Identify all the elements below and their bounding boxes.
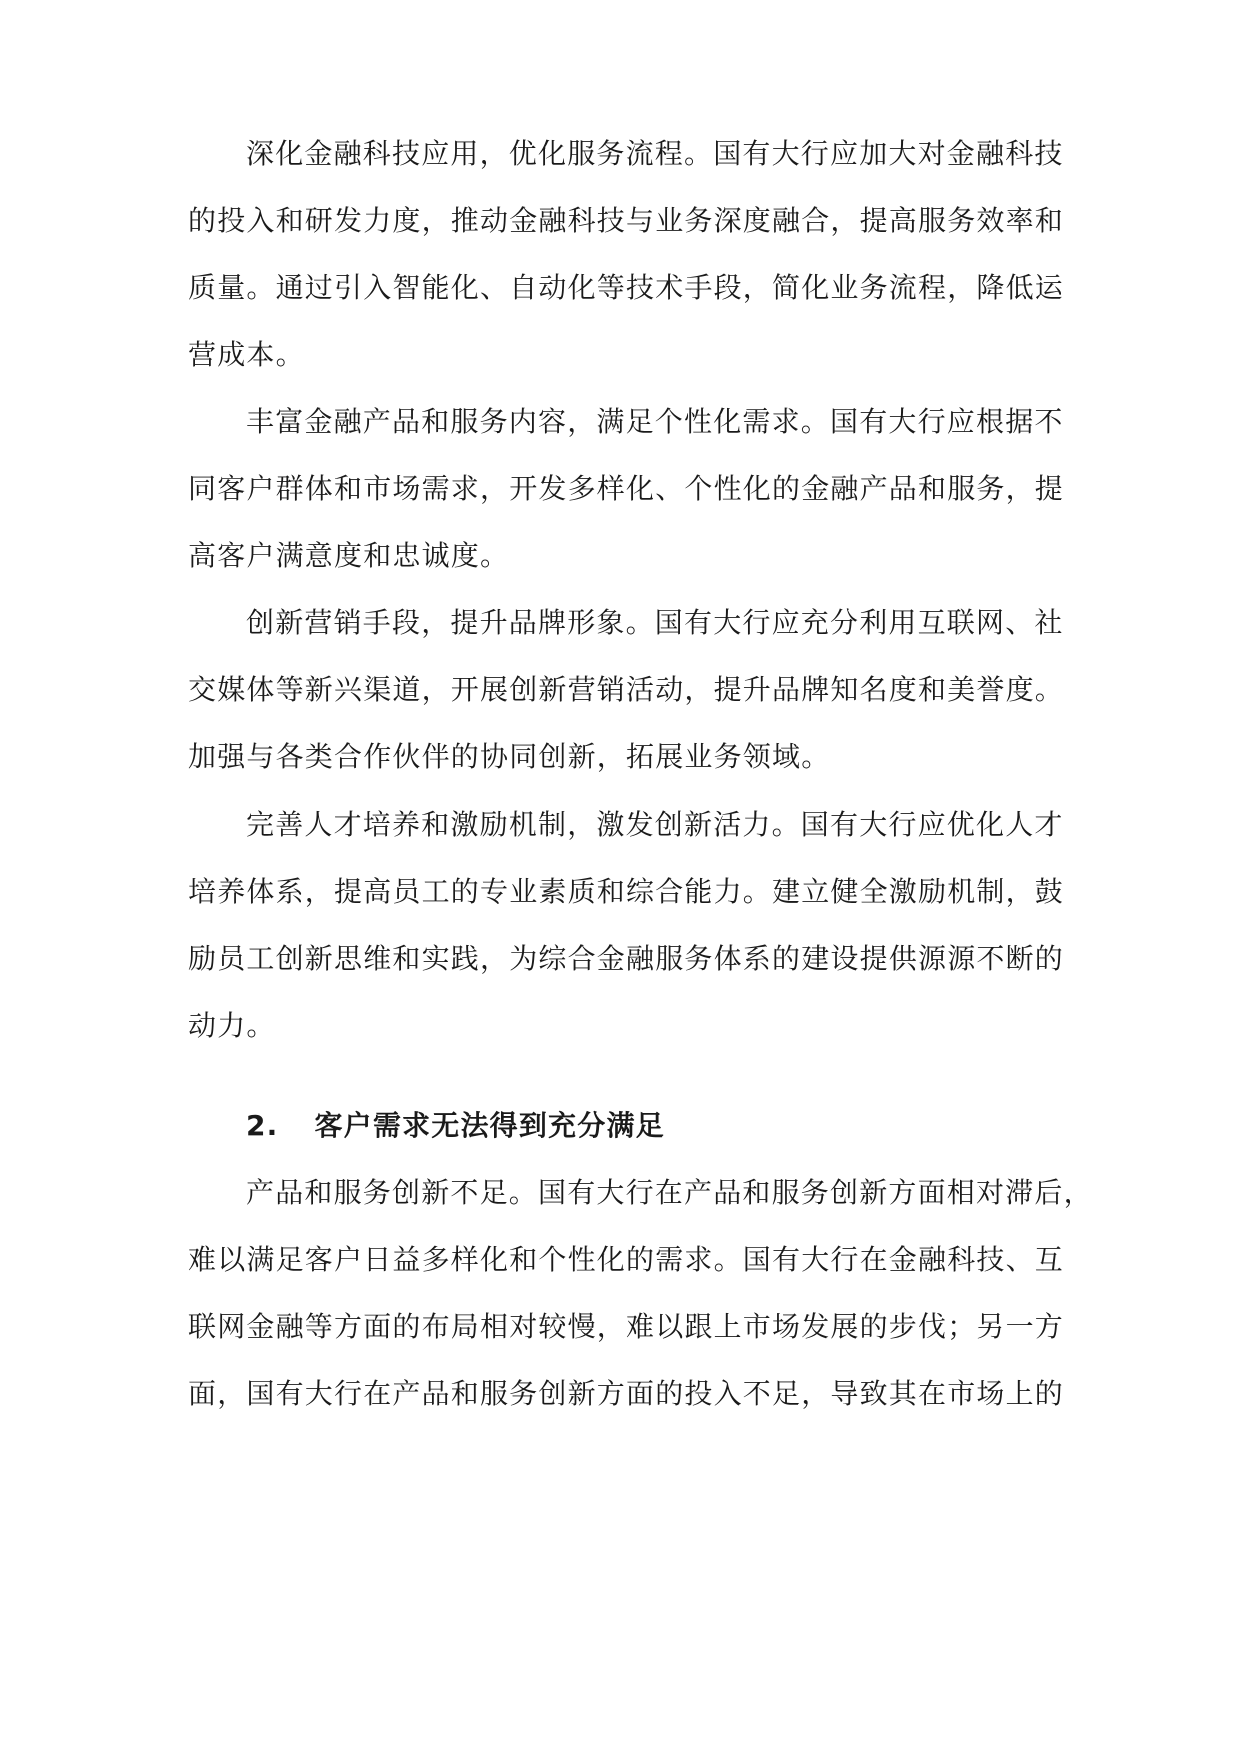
paragraph-2-line-1: 丰富金融产品和服务内容，满足个性化需求。国有大行应根据不: [246, 405, 1064, 438]
paragraph-4-line-3: 励员工创新思维和实践，为综合金融服务体系的建设提供源源不断的: [188, 942, 1065, 975]
paragraph-5-line-2: 难以满足客户日益多样化和个性化的需求。国有大行在金融科技、互: [188, 1243, 1065, 1276]
paragraph-5-line-1: 产品和服务创新不足。国有大行在产品和服务创新方面相对滞后，: [246, 1176, 1093, 1209]
paragraph-2-line-2: 同客户群体和市场需求，开发多样化、个性化的金融产品和服务，提: [188, 472, 1065, 505]
paragraph-4-line-2: 培养体系，提高员工的专业素质和综合能力。建立健全激励机制，鼓: [188, 875, 1065, 908]
paragraph-3-line-1: 创新营销手段，提升品牌形象。国有大行应充分利用互联网、社: [246, 606, 1064, 639]
paragraph-3-line-2: 交媒体等新兴渠道，开展创新营销活动，提升品牌知名度和美誉度。: [188, 673, 1065, 706]
paragraph-2-line-3: 高客户满意度和忠诚度。: [188, 539, 510, 572]
paragraph-1-line-4: 营成本。: [188, 338, 305, 371]
section-heading-title: 客户需求无法得到充分满足: [314, 1109, 665, 1142]
section-heading-number: 2.: [246, 1109, 279, 1142]
paragraph-1-line-3: 质量。通过引入智能化、自动化等技术手段，简化业务流程，降低运: [188, 271, 1065, 304]
paragraph-1-line-1: 深化金融科技应用，优化服务流程。国有大行应加大对金融科技: [246, 137, 1064, 170]
paragraph-5-line-4: 面，国有大行在产品和服务创新方面的投入不足，导致其在市场上的: [188, 1377, 1065, 1410]
paragraph-4-line-1: 完善人才培养和激励机制，激发创新活力。国有大行应优化人才: [246, 808, 1064, 841]
paragraph-4-line-4: 动力。: [188, 1009, 276, 1042]
section-heading: [246, 1106, 665, 1146]
paragraph-1-line-2: 的投入和研发力度，推动金融科技与业务深度融合，提高服务效率和: [188, 204, 1065, 237]
paragraph-5-line-3: 联网金融等方面的布局相对较慢，难以跟上市场发展的步伐；另一方: [188, 1310, 1065, 1343]
paragraph-3-line-3: 加强与各类合作伙伴的协同创新，拓展业务领域。: [188, 740, 831, 773]
